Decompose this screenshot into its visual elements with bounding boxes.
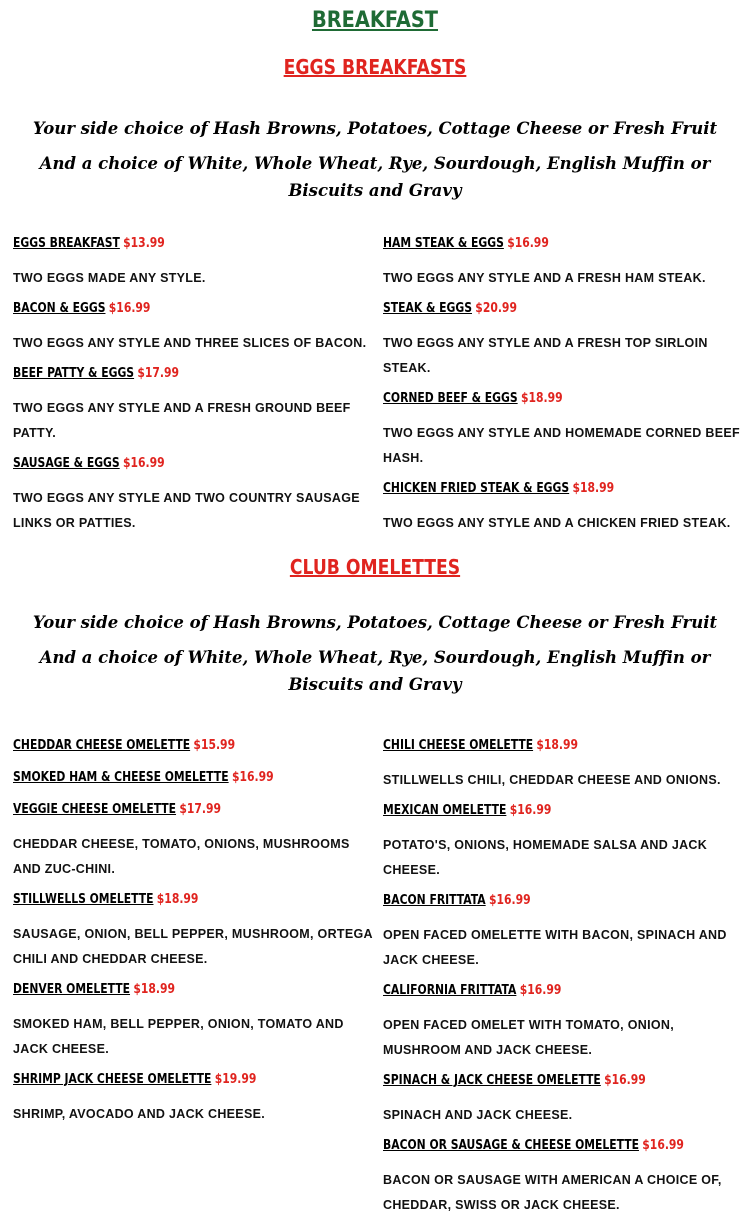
- menu-item-heading: [383, 1136, 683, 1156]
- menu-item-price: $13.99: [123, 236, 165, 251]
- menu-item-description: TWO EGGS ANY STYLE AND A FRESH GROUND BEEF PATTY.: [13, 401, 351, 440]
- menu-item-name: SPINACH & JACK CHEESE OMELETTE: [383, 1073, 601, 1088]
- omelettes-right-column: [383, 736, 745, 1226]
- menu-item-name: HAM STEAK & EGGS: [383, 236, 504, 251]
- menu-item-name: CHILI CHEESE OMELETTE: [383, 738, 534, 753]
- menu-item-price: $17.99: [179, 802, 221, 817]
- menu-item-heading: [13, 234, 313, 254]
- eggs-left-column: [13, 234, 375, 544]
- menu-item-name: MEXICAN OMELETTE: [383, 803, 507, 818]
- menu-item-description: TWO EGGS ANY STYLE AND HOMEMADE CORNED BEEF HASH.: [383, 426, 740, 465]
- menu-item-price: $18.99: [536, 738, 579, 753]
- menu-item-description: SMOKED HAM, BELL PEPPER, ONION, TOMATO AND JACK CHEESE.: [13, 1017, 344, 1056]
- menu-item-price: $16.99: [604, 1073, 646, 1088]
- intro-sides: Your side choice of Hash Browns, Potatoes, Cottage Cheese or Fresh Fruit: [32, 119, 718, 138]
- menu-item-name: BACON OR SAUSAGE & CHEESE OMELETTE: [383, 1138, 639, 1153]
- menu-item-description: STILLWELLS CHILI, CHEDDAR CHEESE AND ONIONS.: [383, 773, 721, 787]
- section-intro-omelettes: [10, 609, 740, 698]
- menu-item-description: POTATO'S, ONIONS, HOMEMADE SALSA AND JACK CHEESE.: [383, 838, 708, 877]
- menu-item-heading: [13, 454, 313, 474]
- menu-item-heading: [13, 800, 313, 820]
- menu-item-description: CHEDDAR CHEESE, TOMATO, ONIONS, MUSHROOMS AND ZUC-CHINI.: [13, 837, 350, 876]
- omelettes-left-column: [13, 736, 375, 1135]
- intro-breads: And a choice of White, Whole Wheat, Rye, Sourdough, English Muffin or Biscuits and Gravy: [39, 648, 711, 694]
- menu-item-description: TWO EGGS MADE ANY STYLE.: [13, 271, 206, 285]
- menu-item-price: $16.99: [509, 803, 552, 818]
- menu-item-price: $18.99: [133, 982, 175, 997]
- menu-item-name: CHEDDAR CHEESE OMELETTE: [13, 738, 191, 753]
- menu-item-price: $19.99: [214, 1072, 257, 1087]
- menu-item-name: EGGS BREAKFAST: [13, 236, 120, 251]
- section-title-omelettes: CLUB OMELETTES: [289, 555, 461, 579]
- menu-item-heading: [13, 890, 313, 910]
- menu-item-description: TWO EGGS ANY STYLE AND A FRESH TOP SIRLOIN STEAK.: [383, 336, 708, 375]
- menu-item-price: $15.99: [193, 738, 236, 753]
- menu-item-price: $16.99: [507, 236, 549, 251]
- menu-item-name: SHRIMP JACK CHEESE OMELETTE: [13, 1072, 212, 1087]
- menu-item-heading: [383, 736, 683, 756]
- menu-item-name: SAUSAGE & EGGS: [13, 456, 120, 471]
- menu-item-price: $20.99: [475, 301, 517, 316]
- menu-item-description: BACON OR SAUSAGE WITH AMERICAN A CHOICE OF, CHEDDAR, SWISS OR JACK CHEESE.: [383, 1173, 722, 1212]
- menu-item-description: SPINACH AND JACK CHEESE.: [383, 1108, 573, 1122]
- menu-item-name: BACON FRITTATA: [383, 893, 486, 908]
- menu-item-price: $18.99: [156, 892, 199, 907]
- menu-item-heading: [383, 891, 683, 911]
- menu-item-heading: [383, 981, 683, 1001]
- menu-item-heading: [13, 736, 313, 756]
- menu-item-heading: [383, 234, 683, 254]
- menu-item-price: $16.99: [519, 983, 562, 998]
- menu-item-name: CALIFORNIA FRITTATA: [383, 983, 517, 998]
- intro-breads: And a choice of White, Whole Wheat, Rye, Sourdough, English Muffin or Biscuits and Gravy: [39, 154, 711, 200]
- menu-item-heading: [13, 768, 313, 788]
- menu-item-price: $16.99: [488, 893, 531, 908]
- menu-item-heading: [13, 364, 313, 384]
- section-intro-eggs: [10, 115, 740, 204]
- menu-item-heading: [383, 479, 683, 499]
- menu-item-name: DENVER OMELETTE: [13, 982, 131, 997]
- menu-item-name: CHICKEN FRIED STEAK & EGGS: [383, 481, 570, 496]
- menu-item-price: $18.99: [520, 391, 563, 406]
- menu-item-description: TWO EGGS ANY STYLE AND TWO COUNTRY SAUSAGE LINKS OR PATTIES.: [13, 491, 360, 530]
- menu-item-name: BEEF PATTY & EGGS: [13, 366, 135, 381]
- menu-item-price: $17.99: [137, 366, 180, 381]
- menu-item-price: $16.99: [123, 456, 165, 471]
- menu-item-heading: [13, 980, 313, 1000]
- menu-item-name: CORNED BEEF & EGGS: [383, 391, 518, 406]
- section-title-eggs: EGGS BREAKFASTS: [283, 55, 467, 79]
- menu-item-price: $18.99: [572, 481, 615, 496]
- menu-item-heading: [383, 299, 683, 319]
- menu-item-description: TWO EGGS ANY STYLE AND THREE SLICES OF BACON.: [13, 336, 367, 350]
- menu-item-price: $16.99: [642, 1138, 684, 1153]
- menu-item-name: STEAK & EGGS: [383, 301, 472, 316]
- menu-item-description: TWO EGGS ANY STYLE AND A CHICKEN FRIED STEAK.: [383, 516, 731, 530]
- eggs-right-column: [383, 234, 745, 544]
- menu-item-heading: [383, 389, 683, 409]
- menu-item-description: SAUSAGE, ONION, BELL PEPPER, MUSHROOM, ORTEGA CHILI AND CHEDDAR CHEESE.: [13, 927, 373, 966]
- menu-item-name: BACON & EGGS: [13, 301, 106, 316]
- page-title: BREAKFAST: [311, 8, 439, 33]
- menu-item-heading: [13, 299, 313, 319]
- menu-item-heading: [13, 1070, 313, 1090]
- menu-item-price: $16.99: [108, 301, 151, 316]
- menu-item-name: VEGGIE CHEESE OMELETTE: [13, 802, 177, 817]
- menu-item-description: TWO EGGS ANY STYLE AND A FRESH HAM STEAK.: [383, 271, 706, 285]
- menu-item-description: OPEN FACED OMELET WITH TOMATO, ONION, MUSHROOM AND JACK CHEESE.: [383, 1018, 674, 1057]
- menu-item-name: SMOKED HAM & CHEESE OMELETTE: [13, 770, 229, 785]
- menu-item-name: STILLWELLS OMELETTE: [13, 892, 154, 907]
- intro-sides: Your side choice of Hash Browns, Potatoes, Cottage Cheese or Fresh Fruit: [32, 613, 718, 632]
- menu-item-description: SHRIMP, AVOCADO AND JACK CHEESE.: [13, 1107, 265, 1121]
- menu-item-description: OPEN FACED OMELETTE WITH BACON, SPINACH AND JACK CHEESE.: [383, 928, 727, 967]
- menu-item-price: $16.99: [231, 770, 274, 785]
- menu-item-heading: [383, 801, 683, 821]
- menu-item-heading: [383, 1071, 683, 1091]
